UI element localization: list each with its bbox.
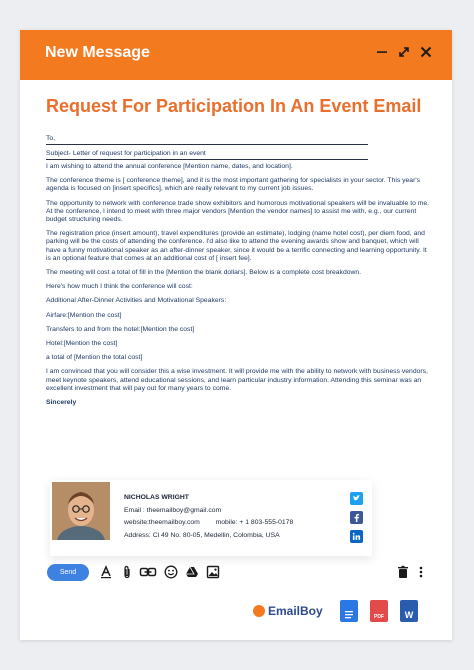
signature-mobile: mobile: + 1 803-555-0178 — [215, 519, 294, 526]
paragraph: Airfare:[Mention the cost] — [46, 311, 122, 319]
close-icon — [419, 45, 433, 64]
signature-address: Address: Cl 49 No. 80-05, Medellin, Colombia, USA — [124, 531, 280, 539]
paragraph: a total of [Mention the total cost] — [46, 354, 143, 362]
link-icon[interactable] — [138, 564, 158, 580]
paragraph: Here's how much I think the conference will cost: — [46, 283, 193, 291]
brand-logo-icon — [253, 605, 265, 617]
footer — [20, 596, 452, 630]
signature-name: NICHOLAS WRIGHT — [124, 494, 189, 501]
paragraph: The conference theme is [ conference theme], and it is the most important gathering for specialists in your sector. This year's agenda is focused on [insert specifics], which are really relevant to my current job issues. — [46, 177, 421, 193]
composer-toolbar — [20, 560, 452, 586]
signature-website-mobile — [124, 517, 293, 530]
paragraph: Hotel:[Mention the cost] — [46, 340, 118, 348]
to-field[interactable] — [46, 130, 368, 145]
subject-field[interactable] — [46, 145, 368, 160]
paragraph: I am wishing to attend the annual conference [Mention name, dates, and location]. — [46, 163, 293, 170]
email-composer — [20, 30, 452, 640]
minimize-icon — [375, 45, 389, 64]
twitter-icon[interactable] — [350, 492, 363, 505]
more-icon[interactable] — [413, 564, 429, 580]
expand-icon — [397, 45, 411, 64]
to-label: To, — [46, 134, 56, 142]
window-title: New Message — [45, 44, 150, 61]
paragraph: Transfers to and from the hotel:[Mention the cost] — [46, 325, 195, 333]
format-text-icon[interactable] — [98, 564, 114, 580]
paragraph: The registration price (insert amount), travel expenditures (provide an estimate), lodging (name hotel cost), per diem food, and parking will be the costs of attending the conference. I'd also like to attend the evening awards show and banquet, which will have a funny motivational speaker as an after-dinner speaker, since it would be a terrific connecting and learning opportunity. It is an optional feature that comes at an additional cost of [ insert fee]. — [46, 230, 427, 262]
signature-website[interactable]: website:theemailboy.com — [124, 519, 200, 526]
brand-name: EmailBoy — [268, 604, 323, 618]
paragraph: I am convinced that you will consider this a wise investment. It will provide me with the ability to network with business vendors, meet keynote speakers, attend educational sessions, and learn particular industry information. Attending this seminar was an excellent investment that will pay out for many years to come. — [46, 368, 428, 392]
close-button[interactable] — [414, 42, 438, 66]
email-heading: Request For Participation In An Event Email — [46, 96, 422, 116]
drive-icon[interactable] — [184, 564, 200, 580]
paragraph: Additional After-Dinner Activities and Motivational Speakers: — [46, 297, 227, 305]
brand-logo — [253, 604, 323, 618]
avatar — [52, 482, 110, 540]
send-button[interactable]: Send — [47, 564, 89, 581]
paragraph: The opportunity to network with conference trade show exhibitors and humorous motivational speakers will be invaluable to me. At the conference, I intend to meet with three major vendors [Mention the vendor names] to assist me with, e.g., our current budget structuring needs. — [46, 199, 430, 224]
signoff: Sincerely — [46, 399, 77, 407]
facebook-icon[interactable] — [350, 511, 363, 524]
signature-card — [50, 480, 372, 556]
expand-button[interactable] — [392, 42, 416, 66]
paragraph: The meeting will cost a total of fill in the [Mention the blank dollars]. Below is a complete cost breakdown. — [46, 269, 362, 277]
subject-text: Subject- Letter of request for participation in an event — [46, 149, 206, 157]
signature-info — [124, 492, 293, 542]
doc-file-icon[interactable] — [340, 600, 358, 622]
attach-icon[interactable] — [119, 564, 135, 580]
word-file-icon[interactable] — [400, 600, 418, 622]
linkedin-icon[interactable] — [350, 530, 363, 543]
image-icon[interactable] — [205, 564, 221, 580]
pdf-file-icon[interactable] — [370, 600, 388, 622]
emoji-icon[interactable] — [163, 564, 179, 580]
minimize-button[interactable] — [370, 42, 394, 66]
pdf-label: PDF — [374, 614, 384, 620]
composer-header — [20, 30, 452, 80]
email-body[interactable] — [46, 130, 432, 413]
signature-email[interactable]: Email : theemailboy@gmail.com — [124, 506, 222, 514]
word-label: W — [404, 610, 414, 620]
trash-icon[interactable] — [395, 564, 411, 580]
